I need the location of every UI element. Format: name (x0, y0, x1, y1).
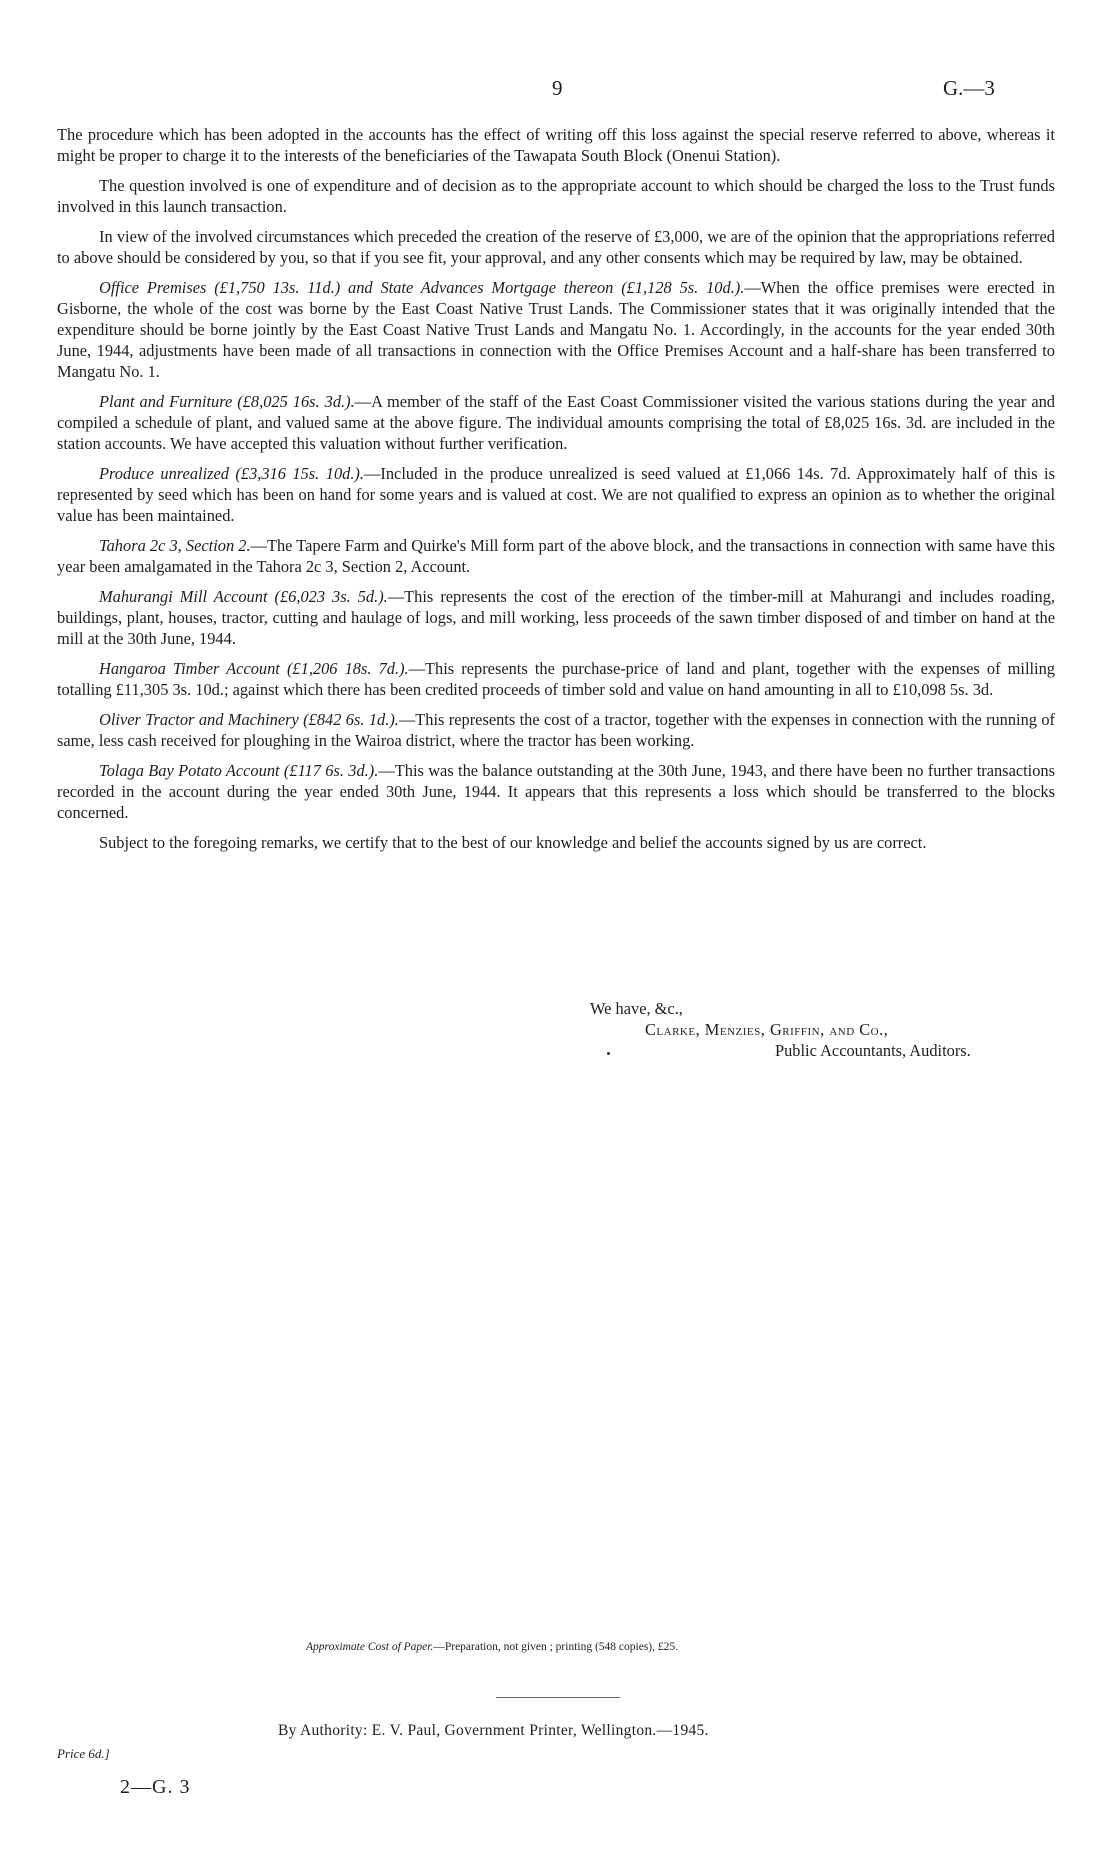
signature-salutation: We have, &c., (590, 999, 683, 1018)
paragraph-text: —Included in the produce unrealized is seed valued at £1,066 14s. 7d. Approximately half of this is represented by seed which has been on hand for some years and is valued at cost. We are not qualified to express an opinion as to whether the original value has been maintained. (57, 464, 1055, 525)
paragraph (57, 658, 1055, 700)
paragraph (57, 586, 1055, 649)
document-reference: G.—3 (943, 76, 995, 100)
paragraph (57, 277, 1055, 382)
signature-firm: Clarke, Menzies, Griffin, and Co., (645, 1020, 889, 1039)
paragraph (57, 760, 1055, 823)
paragraph-heading: Tahora 2c 3, Section 2. (99, 536, 251, 555)
paragraph-text: —This was the balance outstanding at the 30th June, 1943, and there have been no further transactions recorded in the account during the year ended 30th June, 1944. It appears that this represents a loss which should be transferred to the blocks concerned. (57, 761, 1055, 822)
paragraph-heading: Oliver Tractor and Machinery (£842 6s. 1d.). (99, 710, 399, 729)
paragraph-text: The question involved is one of expenditure and of decision as to the appropriate account to which should be charged the loss to the Trust funds involved in this launch transaction. (57, 176, 1055, 216)
paragraph-text: —This represents the purchase-price of land and plant, together with the expenses of milling totalling £11,305 3s. 10d.; against which there has been credited proceeds of timber sold and value on hand amounting in all to £10,098 5s. 3d. (57, 659, 1055, 699)
paper-cost-text: —Preparation, not given ; printing (548 copies), £25. (433, 1641, 678, 1653)
paragraph-text: —The Tapere Farm and Quirke's Mill form part of the above block, and the transactions in connection with same have this year been amalgamated in the Tahora 2c 3, Section 2, Account. (57, 536, 1055, 576)
paragraph-heading: Hangaroa Timber Account (£1,206 18s. 7d.). (99, 659, 409, 678)
paragraph (57, 832, 1055, 853)
paragraph-text: —This represents the cost of a tractor, together with the expenses in connection with the running of same, less cash received for ploughing in the Wairoa district, where the tractor has been working. (57, 710, 1056, 750)
paragraph (57, 124, 1055, 166)
paragraph-heading: Produce unrealized (£3,316 15s. 10d.). (99, 464, 364, 483)
paragraph (57, 709, 1055, 751)
page-number: 9 (552, 76, 563, 100)
paragraph-heading: Plant and Furniture (£8,025 16s. 3d.). (99, 392, 355, 411)
paragraph-heading: Mahurangi Mill Account (£6,023 3s. 5d.). (99, 587, 388, 606)
paragraph-text: Subject to the foregoing remarks, we certify that to the best of our knowledge and belief the accounts signed by us are correct. (99, 833, 927, 852)
signature-role: Public Accountants, Auditors. (775, 1041, 971, 1060)
footer-divider (496, 1697, 620, 1698)
printer-authority: By Authority: E. V. Paul, Government Printer, Wellington.—1945. (278, 1722, 709, 1739)
paragraph (57, 175, 1055, 217)
paragraph-heading: Tolaga Bay Potato Account (£117 6s. 3d.). (99, 761, 379, 780)
paragraph-text: —A member of the staff of the East Coast Commissioner visited the various stations during the year and compiled a schedule of plant, and valued same at the above figure. The individual amounts comprising the total of £8,025 16s. 3d. are included in the station accounts. We have accepted this valuation without further verification. (57, 392, 1055, 453)
paragraph-text: In view of the involved circumstances which preceded the creation of the reserve of £3,000, we are of the opinion that the appropriations referred to above should be considered by you, so that if you see fit, your approval, and any other consents which may be required by law, may be obtained. (57, 227, 1055, 267)
print-mark (607, 1052, 610, 1055)
paragraph-text: —This represents the cost of the erection of the timber-mill at Mahurangi and includes roading, buildings, plant, houses, tractor, cutting and haulage of logs, and mill working, less proceeds of the sawn timber disposed of and timber on hand at the mill at the 30th June, 1944. (57, 587, 1055, 648)
paper-cost-label: Approximate Cost of Paper. (306, 1641, 434, 1653)
report-body (57, 124, 1055, 862)
paragraph-heading: Office Premises (£1,750 13s. 11d.) and State Advances Mortgage thereon (£1,128 5s. 10d.). (99, 278, 745, 297)
paragraph-text: The procedure which has been adopted in the accounts has the effect of writing off this loss against the special reserve referred to above, whereas it might be proper to charge it to the interests of the beneficiaries of the Tawapata South Block (Onenui Station). (57, 125, 1055, 165)
paragraph (57, 391, 1055, 454)
paragraph (57, 535, 1055, 577)
price-note: Price 6d.] (57, 1746, 110, 1761)
paragraph (57, 226, 1055, 268)
paragraph-text: —When the office premises were erected in Gisborne, the whole of the cost was borne by the East Coast Native Trust Lands. The Commissioner states that it was originally intended that the expenditure should be borne jointly by the East Coast Native Trust Lands and Mangatu No. 1. Accordingly, in the accounts for the year ended 30th June, 1944, adjustments have been made of all transactions in connection with the Office Premises Account and a half-share has been transferred to Mangatu No. 1. (57, 278, 1055, 381)
paragraph (57, 463, 1055, 526)
paper-cost-note (306, 1641, 678, 1653)
sheet-reference: 2—G. 3 (120, 1776, 191, 1798)
